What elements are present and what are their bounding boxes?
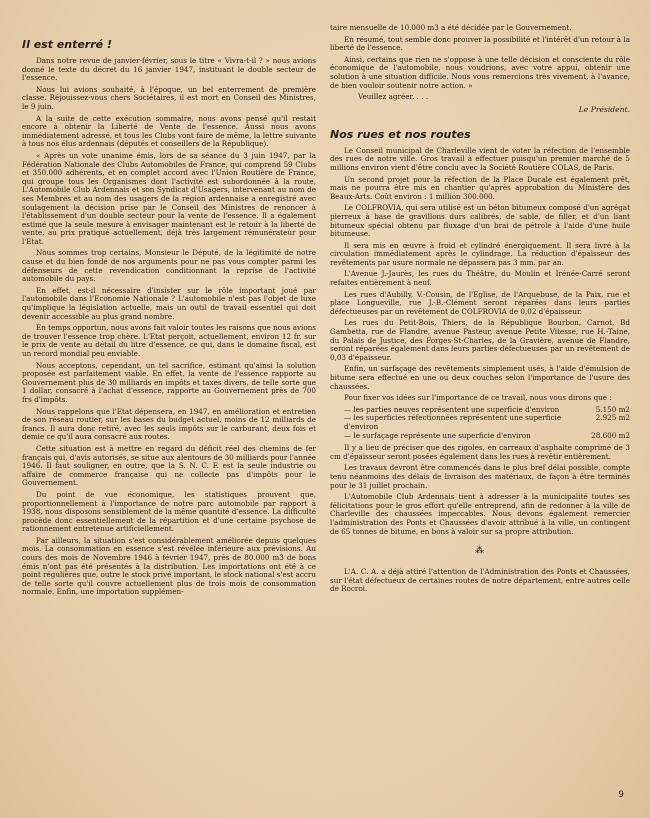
surface-value: 28.600 m2: [591, 430, 630, 440]
left-column: [22, 38, 316, 600]
paragraph: Dans notre revue de janvier-février, sous le titre « Vivra-t-il ? » nous avions donné le texte du décret du 16 janvier 1947, instituant le double secteur de l'essence.: [22, 56, 316, 83]
paragraph: L'Automobile Club Ardennais tient à adresser à la municipalité toutes ses félicitations pour le gros effort qu'elle entreprend, afin de redonner à la ville de Charleville des chaussées impeccables. Nous devons également remercier l'administration des Ponts et Chaussées d'avoir attribué à la ville, un contingent de 65 tonnes de bitume, en bons à valoir sur sa propre attribution.: [330, 492, 630, 536]
paragraph: Les rues du Petit-Bois, Thiers, de la République Bourbon, Carnot, Bd Gambetta, rue de Flandre, avenue Pasteur, avenue Petite Vitesse, rue H.-Taine, du Palais de Justice, des Forges-St-Charles, de la Gravière, avenue de Flandre, seront réparées également dans leurs parties défectueuses par un revêtement de 0,03 d'épaisseur.: [330, 318, 630, 362]
paragraph: Ainsi, certains que rien ne s'oppose à une telle décision et consciente du rôle économique de l'automobile, nous voudrions, avec votre appui, obtenir une solution à une situation difficile. Nous vous remercions très vivement, à l'avance, de bien vouloir soutenir notre action. »: [330, 54, 630, 90]
surface-table: [330, 406, 630, 440]
surface-row: [330, 414, 630, 431]
right-column: [330, 24, 630, 597]
surface-value: 2.925 m2: [595, 413, 630, 423]
paragraph: Il y a lieu de préciser que des rigoles, en carreaux d'asphalte comprimé de 3 cm d'épaisseur seront posées également dans les rues à revêtir entièrement.: [330, 443, 630, 461]
surface-value: 5.150 m2: [595, 404, 630, 414]
paragraph: En temps opportun, nous avons fait valoir toutes les raisons que nous avions de trouver l'essence trop chère. L'Etat perçoit, actuellement, environ 12 fr. sur le prix de vente au détail du litre d'essence, ce qui, dans le domaine fiscal, est un record mondial peu enviable.: [22, 323, 316, 358]
article-title-enterre: Il est enterré !: [22, 38, 112, 51]
surface-label: — le surfaçage représente une superficie d'environ: [344, 430, 531, 440]
paragraph: Les travaux devront être commencés dans le plus bref délai possible, compte tenu néanmoins des délais de livraison des matériaux, de façon à être terminés pour le 31 juillet prochain.: [330, 463, 630, 490]
surface-label: — les superficies réfectionnées représentent une superficie d'environ: [344, 413, 562, 431]
paragraph: Nous lui avions souhaité, à l'époque, un bel enterrement de première classe. Réjouissez-vous chers Sociétaires, il est mort en Conseil des Ministres, le 9 juin.: [22, 84, 316, 111]
closing-formula: Veuillez agréer. . . .: [358, 92, 429, 102]
paragraph: Du point de vue économique, les statistiques prouvent que, proportionnellement à l'importance de notre parc automobile par rapport à 1938, nous disposons sensiblement de la même quantité d'essence. La difficulté procède donc essentiellement de la répartition et d'une certaine psychose de rationnement entretenue artificiellement.: [22, 489, 316, 534]
paragraph: En effet, est-il nécessaire d'insister sur le rôle important joué par l'automobile dans l'Economie Nationale ? L'automobile n'est pas l'objet de luxe qu'implique la législation actuelle, mais un outil de travail essentiel qui doit devenir accessible au plus grand nombre.: [22, 285, 316, 321]
paragraph: Un second projet pour la réfection de la Place Ducale est également prêt, mais ne pourra être mis en chantier qu'après approbation du Ministère des Beaux-Arts. Coût environ : 1 million 300.000.: [330, 174, 630, 201]
page-number: 9: [618, 790, 624, 800]
paragraph: L'A. C. A. a déjà attiré l'attention de l'Administration des Ponts et Chaussées, sur l'état défectueux de certaines routes de notre département, entre autres celle de Rocroi.: [330, 567, 630, 594]
paragraph: A la suite de cette exécution sommaire, nous avons pensé qu'il restait encore à obtenir la Liberté de Vente de l'essence. Aussi nous avons immédiatement adressé, et tous les Clubs vont faire de même, la lettre suivante à tous nos élus ardennais (députés et conseillers de la République).: [22, 113, 316, 149]
surface-label: — les parties neuves représentent une superficie d'environ: [344, 404, 560, 414]
signature: Le Président.: [578, 104, 630, 114]
paragraph: En résumé, tout semble donc prouver la possibilité et l'intérêt d'un retour à la liberté de l'essence.: [330, 34, 630, 53]
paragraph: Le Conseil municipal de Charleville vient de voter la réfection de l'ensemble des rues de notre ville. Gros travail à effectuer puisqu'un premier marché de 5 millions environ vient d'être conclu avec la Société Routière COLAS, de Paris.: [330, 145, 630, 172]
surface-row: [330, 432, 630, 441]
paragraph: Le COLFROVIA, qui sera utilisé est un béton bitumeux composé d'un agrégat pierreux à base de gravillons durs calibrés, de sable, de filler, et d'un liant bitumeux spécial obtenu par fluxage d'un brai de pétrole à l'aide d'une huile bitumeuse.: [330, 203, 630, 239]
paragraph: Il sera mis en œuvre à froid et cylindré énergiquement. Il sera livré à la circulation immédiatement après le cylindrage. La réduction d'épaisseur des revêtements par usure normale ne dépassera pas 3 mm. par an.: [330, 240, 630, 267]
paragraph: Nous rappelons que l'Etat dépensera, en 1947, en amélioration et entretien de son réseau routier, sur les bases du budget actuel, moins de 12 milliards de francs. Il aura donc retiré, avec les seuls impôts sur le carburant, deux fois et demie ce qu'il aura consacré aux routes.: [22, 406, 316, 442]
paragraph: Cette situation est à mettre en regard du déficit réel des chemins de fer français qui, d'avis autorisés, se situe aux alentours de 30 milliards pour l'année 1946. Il faut souligner, en outre, que la S. N. C. F. est la seule industrie ou affaire de commerce française qui ne collecte pas d'impôts pour le Gouvernement.: [22, 443, 316, 488]
paragraph: Par ailleurs, la situation s'est considérablement améliorée depuis quelques mois. La consommation en essence s'est révélée inférieure aux prévisions. Au cours des mois de Novembre 1946 à février 1947, près de 80.000 m3 de bons émis n'ont pas été présentés à la distribution. Les importations ont été à ce point régulières que, outre le stock privé important, le stock national s'est accru de telle sorte qu'il couvre actuellement plus de trois mois de consommation normale. Enfin, une importation supplémen-: [22, 535, 316, 597]
article-title-rues: Nos rues et nos routes: [330, 127, 471, 141]
continuation-paragraph: taire mensuelle de 10.000 m3 a été décidée par le Gouvernement.: [330, 23, 572, 32]
paragraph: Enfin, un surfaçage des revêtements simplement usés, à l'aide d'émulsion de bitume sera effectué en une ou deux couches selon l'importance de l'usure des chaussées.: [330, 364, 630, 391]
paragraph: Les rues d'Aubilly, V.-Cousin, de l'Eglise, de l'Arquebuse, de la Paix, rue et place Longueville, rue J.-B.-Clément seront réparées dans leurs parties défectueuses par un revêtement de COLFROVIA de 0,02 d'épaisseur.: [330, 289, 630, 316]
paragraph: Pour fixer vos idées sur l'importance de ce travail, nous vous dirons que :: [344, 393, 612, 403]
paragraph: Nous acceptons, cependant, un tel sacrifice, estimant qu'ainsi la solution proposée est parfaitement viable. En effet, la vente de l'essence rapporte au Gouvernement plus de 30 milliards en impôts et taxes divers, de telle sorte que 1 dollar, consacré à l'achat d'essence, rapporte au Gouvernement près de 700 frs d'impôts.: [22, 360, 316, 404]
asterism-ornament: ⁂: [475, 546, 485, 557]
paragraph: « Après un vote unanime émis, lors de sa séance du 3 juin 1947, par la Fédération Nationale des Clubs Automobiles de France, qui comprend 59 Clubs et 350.000 adhérents, et en complet accord avec l'Union Routière de France, qui groupe tous les Organismes dont l'activité est subordonnée à la route, L'Automobile Club Ardennais et son Syndicat d'Usagers, intervenant au nom de ses Membres et au nom des usagers de la région ardennaise a enregistré avec soulagement la décision prise par le Conseil des Ministres de renoncer à l'établissement d'un double secteur pour la vente de l'essence. Il a également estimé que la seule mesure à envisager maintenant est le retour à la liberté de vente, au prix pratiqué actuellement, déjà très largement rémunérateur pour l'Etat.: [22, 150, 316, 246]
paragraph: Nous sommes trop certains, Monsieur le Député, de la légitimité de notre cause et du bien fondé de nos arguments pour ne pas vous compter parmi les défenseurs de cette revendication conditionnant la reprise de l'activité automobile du pays.: [22, 248, 316, 284]
paragraph: L'Avenue J.-Jaurès, les rues du Théâtre, du Moulin et Irénée-Carré seront refaites entièrement à neuf.: [330, 269, 630, 288]
